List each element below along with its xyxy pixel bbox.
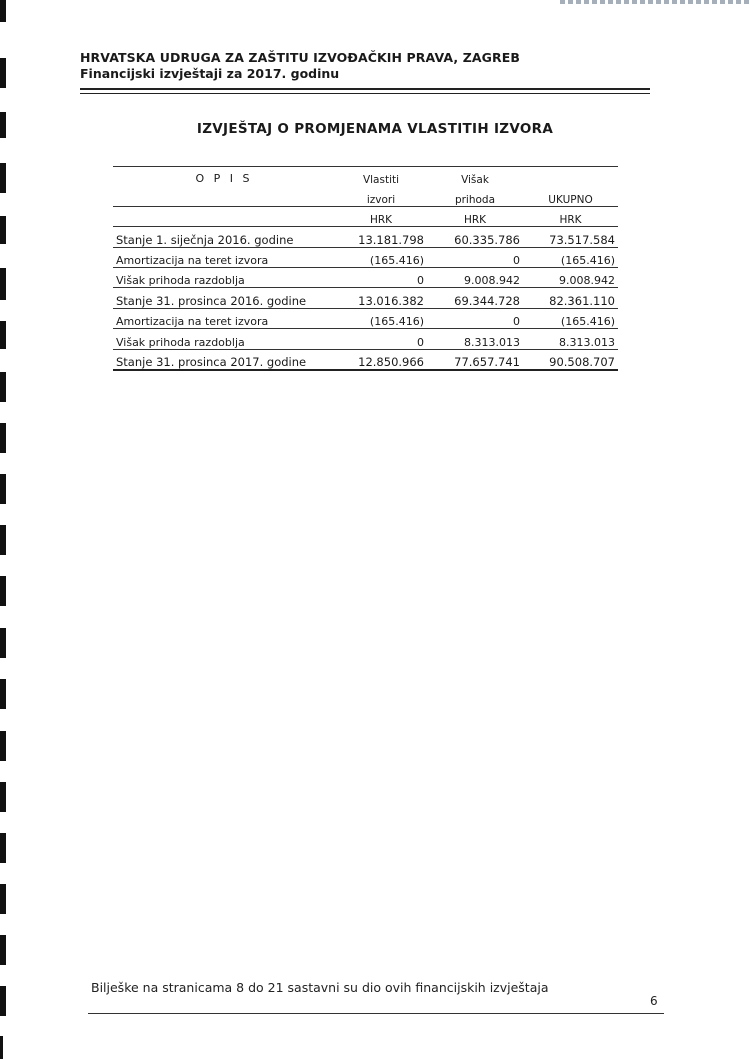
scan-binding-mark	[0, 58, 6, 88]
cell-vlastiti: (165.416)	[335, 308, 427, 328]
cell-ukupno: 90.508.707	[523, 349, 618, 370]
unit-ukupno: HRK	[523, 206, 618, 226]
table-row	[113, 227, 618, 247]
scan-binding-mark	[0, 782, 6, 812]
column-header-visak-line1: Višak	[427, 167, 523, 187]
scan-binding-mark	[0, 935, 6, 965]
unit-visak: HRK	[427, 206, 523, 226]
scan-binding-mark	[0, 474, 6, 504]
column-header-vlastiti-line2: izvori	[366, 193, 396, 206]
scan-binding-mark	[0, 884, 6, 914]
cell-ukupno: 82.361.110	[523, 288, 618, 308]
row-label: Stanje 1. siječnja 2016. godine	[113, 227, 335, 247]
organization-name: HRVATSKA UDRUGA ZA ZAŠTITU IZVOĐAČKIH PRAVA, ZAGREB	[80, 50, 520, 65]
cell-visak: 60.335.786	[427, 227, 523, 247]
table-row	[113, 308, 618, 328]
scan-binding-mark	[0, 372, 6, 402]
table-row	[113, 288, 618, 308]
scan-binding-mark	[0, 731, 6, 761]
report-title: IZVJEŠTAJ O PROMJENAMA VLASTITIH IZVORA	[196, 121, 554, 137]
page-number: 6	[650, 994, 658, 1008]
scan-edge-artifact	[560, 0, 750, 4]
cell-vlastiti: 0	[335, 267, 427, 287]
row-label: Višak prihoda razdoblja	[113, 267, 335, 287]
scan-binding-mark	[0, 1036, 3, 1059]
cell-vlastiti: 13.181.798	[335, 227, 427, 247]
document-subtitle: Financijski izvještaji za 2017. godinu	[80, 66, 340, 81]
cell-vlastiti: 0	[335, 329, 427, 349]
cell-ukupno: (165.416)	[523, 247, 618, 267]
document-header	[80, 50, 650, 82]
cell-visak: 0	[427, 308, 523, 328]
scan-binding-mark	[0, 628, 6, 658]
table-row	[113, 329, 618, 349]
table-row	[113, 349, 618, 370]
row-label: Amortizacija na teret izvora	[113, 308, 335, 328]
table-row	[113, 247, 618, 267]
row-label: Stanje 31. prosinca 2016. godine	[113, 288, 335, 308]
cell-visak: 0	[427, 247, 523, 267]
cell-visak: 9.008.942	[427, 267, 523, 287]
column-header-opis: O P I S	[113, 167, 335, 207]
cell-visak: 8.313.013	[427, 329, 523, 349]
header-rule-thick	[80, 88, 650, 90]
scan-binding-mark	[0, 833, 6, 863]
equity-changes-table	[113, 166, 618, 371]
header-rule-thin	[80, 93, 650, 94]
footer-note: Bilješke na stranicama 8 do 21 sastavni su dio ovih financijskih izvještaja	[91, 980, 549, 995]
cell-ukupno: (165.416)	[523, 308, 618, 328]
footer-rule	[88, 1013, 664, 1014]
row-label: Amortizacija na teret izvora	[113, 247, 335, 267]
scan-binding-mark	[0, 525, 6, 555]
cell-ukupno: 73.517.584	[523, 227, 618, 247]
unit-vlastiti: HRK	[335, 206, 427, 226]
row-label: Višak prihoda razdoblja	[113, 329, 335, 349]
scan-binding-mark	[0, 216, 6, 244]
row-label: Stanje 31. prosinca 2017. godine	[113, 349, 335, 370]
scan-binding-mark	[0, 163, 6, 193]
cell-visak: 69.344.728	[427, 288, 523, 308]
scan-binding-mark	[0, 321, 6, 349]
column-header-ukupno: UKUPNO	[548, 193, 593, 206]
cell-vlastiti: 12.850.966	[335, 349, 427, 370]
scan-binding-mark	[0, 986, 6, 1016]
cell-ukupno: 9.008.942	[523, 267, 618, 287]
table-header-row	[113, 167, 618, 187]
column-header-visak-line2: prihoda	[454, 193, 496, 206]
scan-binding-mark	[0, 268, 6, 300]
scan-binding-mark	[0, 576, 6, 606]
cell-vlastiti: 13.016.382	[335, 288, 427, 308]
scan-binding-mark	[0, 0, 6, 22]
scan-binding-mark	[0, 423, 6, 453]
column-header-ukupno-line1	[523, 167, 618, 187]
cell-visak: 77.657.741	[427, 349, 523, 370]
table-row	[113, 267, 618, 287]
cell-ukupno: 8.313.013	[523, 329, 618, 349]
scan-binding-mark	[0, 679, 6, 709]
table-unit-row	[113, 206, 618, 226]
unit-cell-empty	[113, 206, 335, 226]
cell-vlastiti: (165.416)	[335, 247, 427, 267]
column-header-vlastiti-line1: Vlastiti	[335, 167, 427, 187]
